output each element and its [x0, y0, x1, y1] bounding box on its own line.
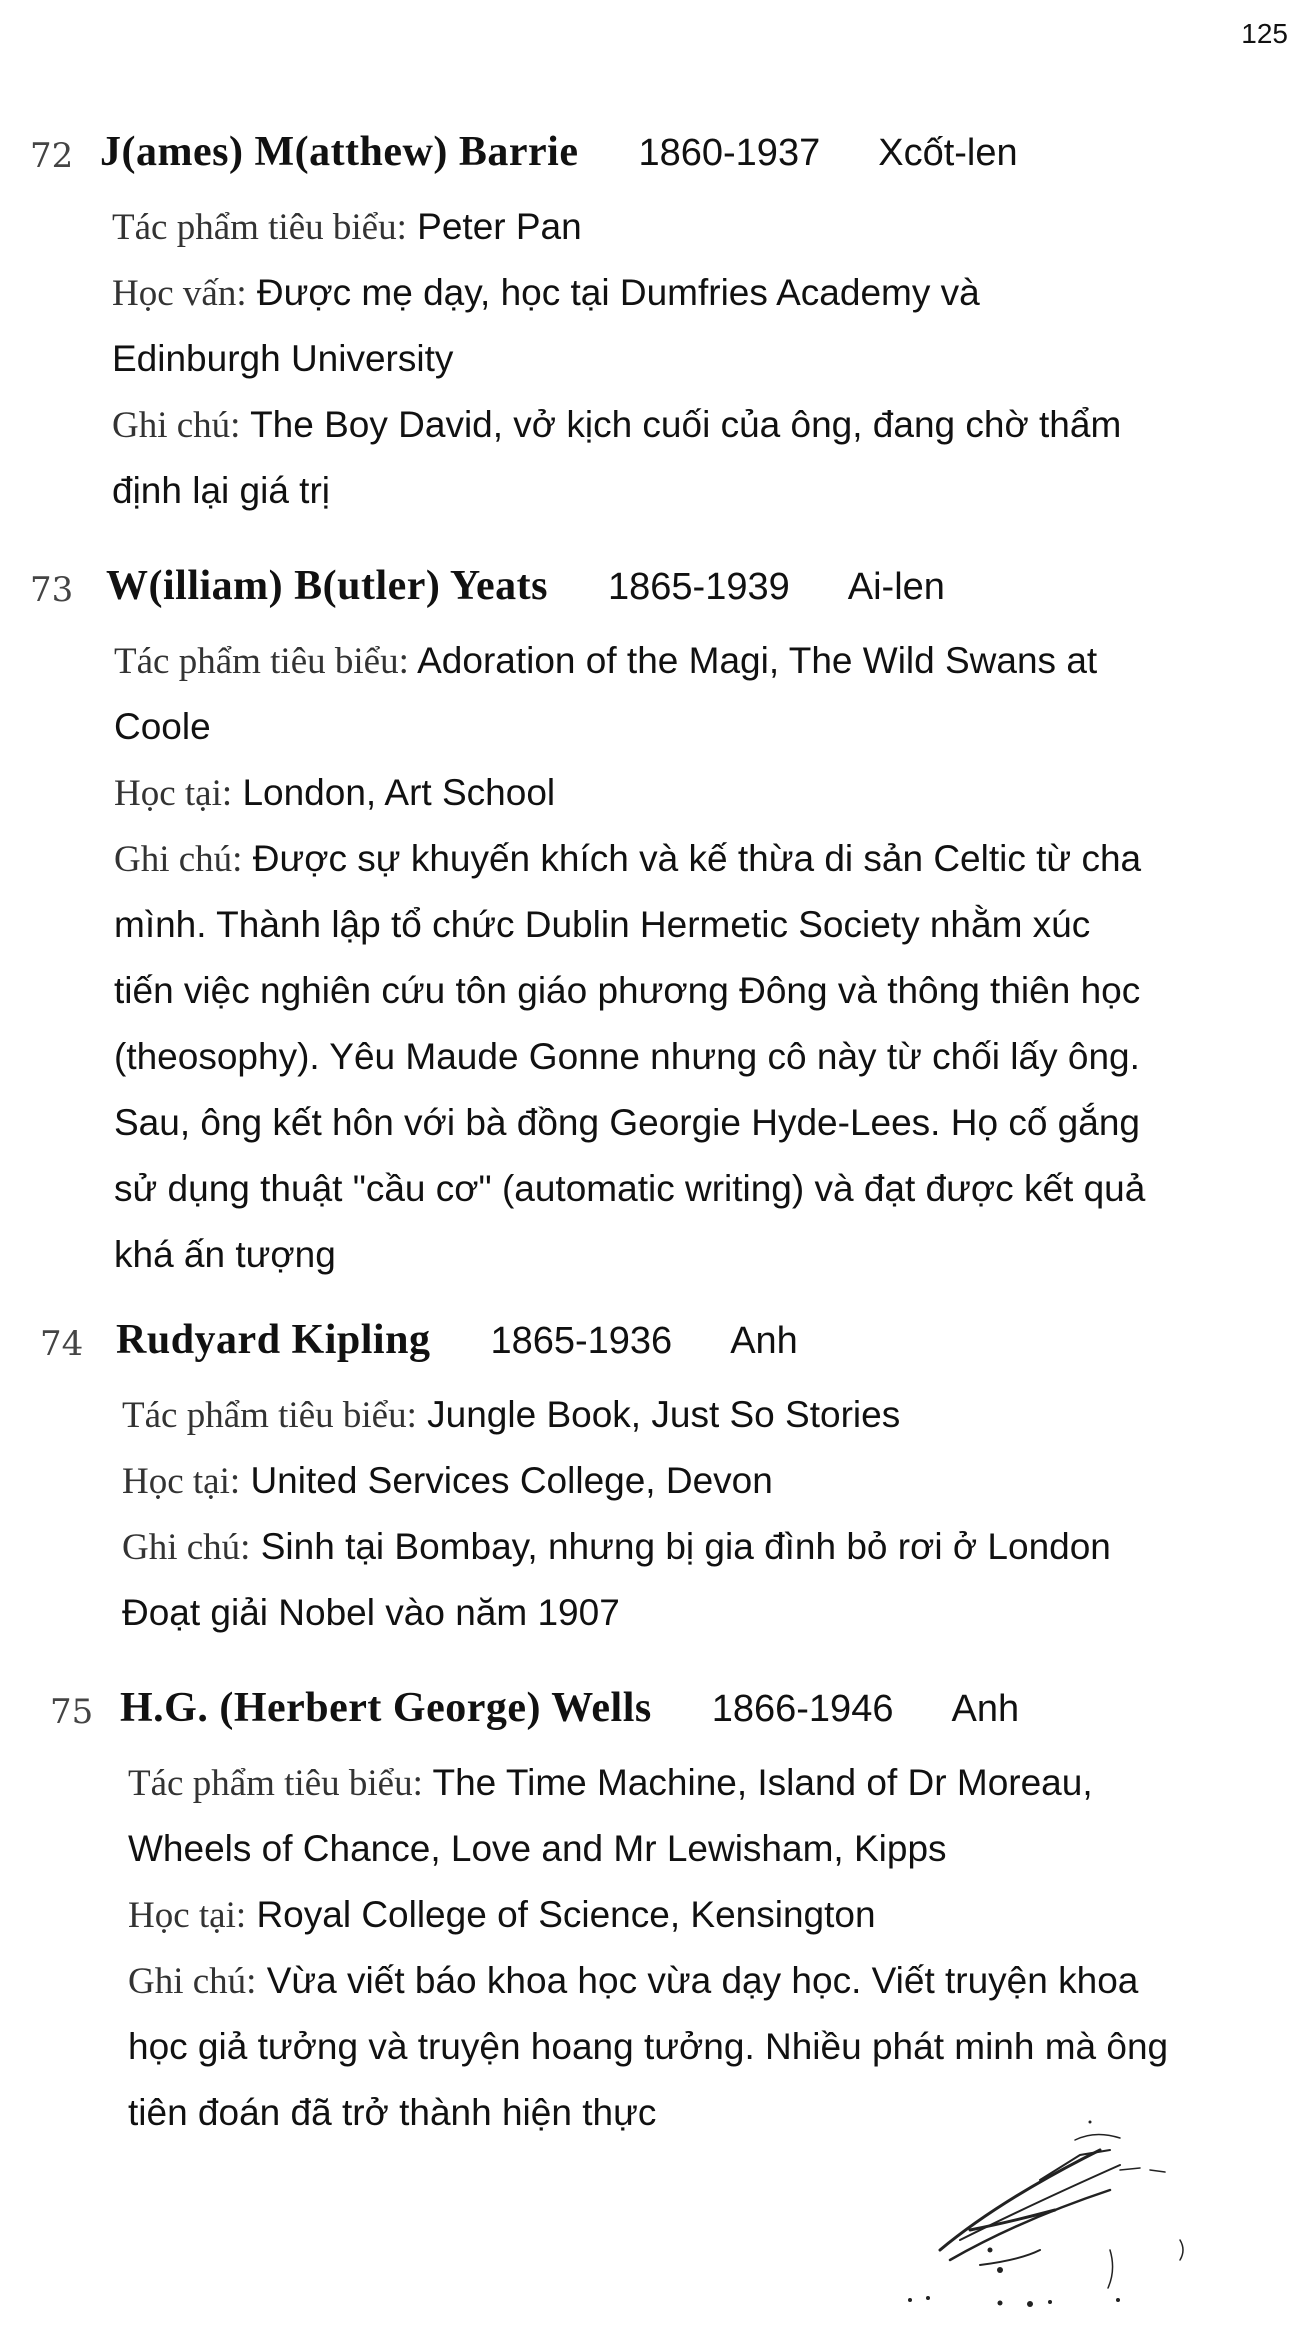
works-text: Jungle Book, Just So Stories: [427, 1394, 901, 1435]
works-text: The Time Machine, Island of Dr Moreau,: [432, 1762, 1093, 1803]
entry-number: 74: [40, 1324, 84, 1364]
notes-label: Ghi chú:: [128, 1961, 257, 2002]
entry-yeats: [0, 562, 1312, 1288]
education-text: Được mẹ dạy, học tại Dumfries Academy và: [256, 272, 980, 313]
author-years: 1866-1946: [711, 1688, 894, 1730]
education-label: Học vấn:: [112, 273, 247, 314]
author-name: H.G. (Herbert George) Wells: [120, 1685, 652, 1731]
entry-body: [0, 1382, 1312, 1646]
notes-line: [128, 1948, 1312, 2014]
entry-header: [0, 562, 1312, 628]
notes-line: [114, 826, 1312, 892]
education-label: Học tại:: [128, 1895, 247, 1936]
entry-body: [0, 628, 1312, 1288]
works-label: Tác phẩm tiêu biểu:: [112, 207, 407, 248]
works-line: [112, 194, 1312, 260]
education-text: Royal College of Science, Kensington: [256, 1894, 876, 1935]
education-line: [128, 1882, 1312, 1948]
entry-title-line: [116, 1316, 798, 1364]
entry-title-line: [120, 1684, 1019, 1732]
works-label: Tác phẩm tiêu biểu:: [122, 1395, 417, 1436]
notes-text: Vừa viết báo khoa học vừa dạy học. Viết truyện khoa: [266, 1960, 1139, 2001]
education-line: [112, 260, 1312, 326]
notes-label: Ghi chú:: [112, 405, 241, 446]
notes-label: Ghi chú:: [114, 839, 243, 880]
author-country: Ai-len: [847, 566, 945, 608]
quill-sketch-icon: [880, 2110, 1240, 2310]
education-line: [122, 1448, 1312, 1514]
notes-line: [112, 392, 1312, 458]
entry-header: [0, 1316, 1312, 1382]
works-line: [128, 1750, 1312, 1816]
author-country: Xcốt-len: [878, 132, 1018, 174]
education-line: Edinburgh University: [112, 338, 454, 379]
education-label: Học tại:: [122, 1461, 241, 1502]
notes-line: [122, 1514, 1312, 1580]
author-years: 1860-1937: [638, 132, 821, 174]
notes-line: Sau, ông kết hôn với bà đồng Georgie Hyde-Lees. Họ cố gắng: [114, 1102, 1140, 1143]
notes-text: Được sự khuyến khích và kế thừa di sản Celtic từ cha: [252, 838, 1142, 879]
works-line: [122, 1382, 1312, 1448]
entry-kipling: [0, 1316, 1312, 1646]
entry-header: [0, 128, 1312, 194]
notes-label: Ghi chú:: [122, 1527, 251, 1568]
notes-line: tiên đoán đã trở thành hiện thực: [128, 2092, 657, 2133]
notes-line: tiến việc nghiên cứu tôn giáo phương Đông và thông thiên học: [114, 970, 1141, 1011]
entry-number: 72: [30, 136, 74, 176]
entry-body: [0, 1750, 1312, 2146]
entry-title-line: [100, 128, 1018, 176]
entry-wells: [0, 1684, 1312, 2146]
notes-text: The Boy David, vở kịch cuối của ông, đang chờ thẩm: [250, 404, 1122, 445]
works-label: Tác phẩm tiêu biểu:: [128, 1763, 423, 1804]
notes-line: Đoạt giải Nobel vào năm 1907: [122, 1592, 620, 1633]
works-text: Peter Pan: [417, 206, 582, 247]
entry-number: 75: [50, 1692, 94, 1732]
works-line: [114, 628, 1312, 694]
entry-number: 73: [30, 570, 74, 610]
education-label: Học tại:: [114, 773, 233, 814]
notes-text: Sinh tại Bombay, nhưng bị gia đình bỏ rơi ở London: [260, 1526, 1111, 1567]
entry-title-line: [106, 562, 945, 610]
author-name: J(ames) M(atthew) Barrie: [100, 129, 579, 175]
education-line: [114, 760, 1312, 826]
works-line: Coole: [114, 706, 211, 747]
author-years: 1865-1936: [490, 1320, 673, 1362]
notes-line: (theosophy). Yêu Maude Gonne nhưng cô này từ chối lấy ông.: [114, 1036, 1140, 1077]
author-country: Anh: [730, 1320, 798, 1362]
notes-line: định lại giá trị: [112, 470, 331, 511]
notes-line: học giả tưởng và truyện hoang tưởng. Nhiều phát minh mà ông: [128, 2026, 1169, 2067]
page-number: 125: [1241, 18, 1288, 49]
author-years: 1865-1939: [608, 566, 790, 608]
author-country: Anh: [951, 1688, 1020, 1730]
notes-line: sử dụng thuật "cầu cơ" (automatic writing) và đạt được kết quả: [114, 1168, 1146, 1209]
author-name: W(illiam) B(utler) Yeats: [106, 563, 549, 609]
notes-line: mình. Thành lập tổ chức Dublin Hermetic Society nhằm xúc: [114, 904, 1091, 945]
education-text: London, Art School: [242, 772, 556, 813]
works-line: Wheels of Chance, Love and Mr Lewisham, Kipps: [128, 1828, 947, 1869]
entry-header: [0, 1684, 1312, 1750]
notes-line: khá ấn tượng: [114, 1234, 336, 1275]
author-name: Rudyard Kipling: [116, 1317, 431, 1363]
works-label: Tác phẩm tiêu biểu:: [114, 641, 409, 682]
works-text: Adoration of the Magi, The Wild Swans at: [417, 640, 1098, 681]
entry-body: [0, 194, 1312, 524]
entry-barrie: [0, 128, 1312, 524]
education-text: United Services College, Devon: [250, 1460, 773, 1501]
